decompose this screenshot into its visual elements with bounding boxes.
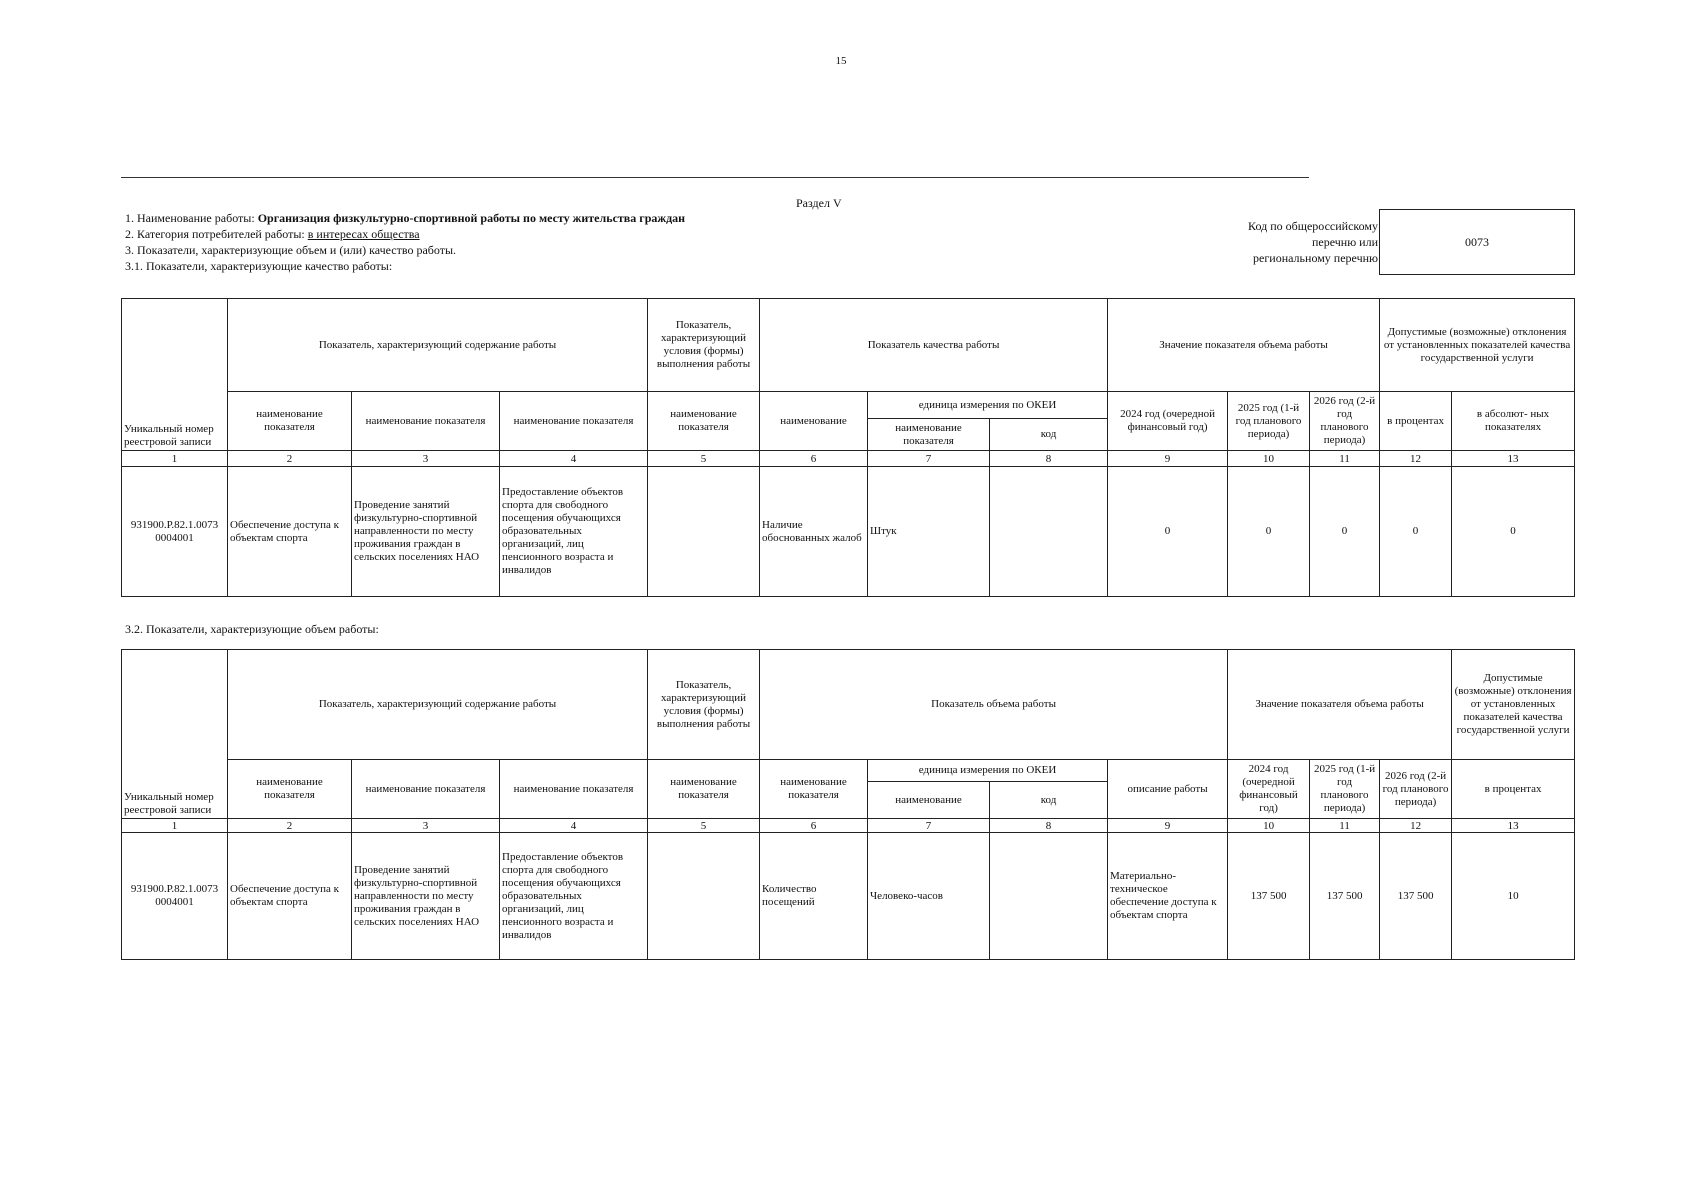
cell-content-2: Проведение занятий физкультурно-спортивной направленности по месту проживания граждан в сельских поселениях НАО — [352, 833, 500, 960]
column-number: 9 — [1108, 819, 1228, 833]
subheader-year-2024: 2024 год (очередной финансовый год) — [1228, 760, 1310, 819]
cell-content-1: Обеспечение доступа к объектам спорта — [228, 833, 352, 960]
subheader-year-2026: 2026 год (2-й год планового периода) — [1380, 760, 1452, 819]
header-content-indicator: Показатель, характеризующий содержание работы — [228, 650, 648, 760]
cell-condition — [648, 833, 760, 960]
cell-value-2024: 137 500 — [1228, 833, 1310, 960]
subheader-indicator-name: наименование показателя — [648, 392, 760, 451]
page-number: 15 — [835, 55, 847, 67]
subheader-percent: в процентах — [1452, 760, 1575, 819]
subheader-year-2025: 2025 год (1-й год планового периода) — [1228, 392, 1310, 451]
work-name-value: Организация физкультурно-спортивной работы по месту жительства граждан — [257, 211, 686, 225]
consumer-category-label: 2. Категория потребителей работы: — [125, 227, 308, 241]
code-label-line: Код по общероссийскому — [1248, 219, 1378, 233]
quality-subtitle: 3.1. Показатели, характеризующие качество работы: — [125, 259, 393, 273]
column-number: 9 — [1108, 451, 1228, 467]
cell-unique-number: 931900.Р.82.1.0073 0004001 — [122, 833, 228, 960]
cell-value-2025: 0 — [1228, 467, 1310, 597]
column-number: 3 — [352, 451, 500, 467]
column-number: 11 — [1310, 819, 1380, 833]
header-volume-value: Значение показателя объема работы — [1228, 650, 1452, 760]
header-volume-indicator: Показатель объема работы — [760, 650, 1228, 760]
cell-deviation-absolute: 0 — [1452, 467, 1575, 597]
column-number: 2 — [228, 819, 352, 833]
top-divider — [121, 177, 1309, 178]
volume-table — [121, 649, 1575, 960]
column-number: 13 — [1452, 451, 1575, 467]
volume-subtitle: 3.2. Показатели, характеризующие объем работы: — [125, 622, 379, 636]
consumer-category-value: в интересах общества — [307, 227, 420, 241]
subheader-unit-code: код — [990, 782, 1108, 819]
subheader-okei-unit: единица измерения по ОКЕИ — [868, 392, 1108, 419]
cell-content-1: Обеспечение доступа к объектам спорта — [228, 467, 352, 597]
column-number: 10 — [1228, 819, 1310, 833]
subheader-year-2026: 2026 год (2-й год планового периода) — [1310, 392, 1380, 451]
column-number: 13 — [1452, 819, 1575, 833]
column-number: 12 — [1380, 819, 1452, 833]
column-number: 2 — [228, 451, 352, 467]
subheader-unit-code: код — [990, 419, 1108, 451]
column-number: 8 — [990, 451, 1108, 467]
column-number: 10 — [1228, 451, 1310, 467]
subheader-year-2024: 2024 год (очередной финансовый год) — [1108, 392, 1228, 451]
subheader-indicator-name: наименование показателя — [228, 392, 352, 451]
cell-deviation-percent: 10 — [1452, 833, 1575, 960]
column-number: 7 — [868, 451, 990, 467]
column-number: 5 — [648, 451, 760, 467]
header-allowed-deviation: Допустимые (возможные) отклонения от установленных показателей качества государственной услуги — [1380, 299, 1575, 392]
column-number: 12 — [1380, 451, 1452, 467]
column-number: 6 — [760, 451, 868, 467]
column-number: 7 — [868, 819, 990, 833]
cell-unit-code — [990, 833, 1108, 960]
header-allowed-deviation: Допустимые (возможные) отклонения от установленных показателей качества государственной услуги — [1452, 650, 1575, 760]
code-value-box: 0073 — [1379, 209, 1575, 275]
header-condition-indicator: Показатель, характеризующий условия (формы) выполнения работы — [648, 650, 760, 760]
table-row — [122, 467, 1575, 597]
cell-deviation-percent: 0 — [1380, 467, 1452, 597]
column-number: 1 — [122, 451, 228, 467]
column-number: 8 — [990, 819, 1108, 833]
header-content-indicator: Показатель, характеризующий содержание работы — [228, 299, 648, 392]
subheader-percent: в процентах — [1380, 392, 1452, 451]
subheader-indicator-name: наименование показателя — [228, 760, 352, 819]
subheader-indicator-name: наименование показателя — [760, 760, 868, 819]
header-volume-value: Значение показателя объема работы — [1108, 299, 1380, 392]
section-title: Раздел V — [796, 196, 842, 210]
subheader-indicator-name: наименование показателя — [352, 392, 500, 451]
cell-value-2024: 0 — [1108, 467, 1228, 597]
subheader-unit-name: наименование — [868, 782, 990, 819]
subheader-work-description: описание работы — [1108, 760, 1228, 819]
cell-content-2: Проведение занятий физкультурно-спортивной направленности по месту проживания граждан в сельских поселениях НАО — [352, 467, 500, 597]
cell-value-2025: 137 500 — [1310, 833, 1380, 960]
work-name-label: 1. Наименование работы: — [125, 211, 258, 225]
subheader-indicator-name: наименование показателя — [500, 760, 648, 819]
subheader-year-2025: 2025 год (1-й год планового периода) — [1310, 760, 1380, 819]
column-number: 3 — [352, 819, 500, 833]
work-name-line — [125, 210, 685, 226]
column-number: 11 — [1310, 451, 1380, 467]
subheader-unit-name: наименование показателя — [868, 419, 990, 451]
subheader-absolute: в абсолют- ных показателях — [1452, 392, 1575, 451]
subheader-name: наименование — [760, 392, 868, 451]
cell-unique-number: 931900.Р.82.1.0073 0004001 — [122, 467, 228, 597]
subheader-indicator-name: наименование показателя — [352, 760, 500, 819]
table-row — [122, 833, 1575, 960]
column-number: 5 — [648, 819, 760, 833]
subheader-indicator-name: наименование показателя — [648, 760, 760, 819]
cell-volume-name: Количество посещений — [760, 833, 868, 960]
column-number: 1 — [122, 819, 228, 833]
cell-value-2026: 0 — [1310, 467, 1380, 597]
column-number: 4 — [500, 451, 648, 467]
work-info — [125, 210, 685, 274]
cell-content-3: Предоставление объектов спорта для свободного посещения обучающихся образовательных организаций, лиц пенсионного возраста и инвалидов — [500, 833, 648, 960]
code-label-line: региональному перечню — [1253, 251, 1378, 265]
code-label — [1180, 218, 1378, 266]
code-label-line: перечню или — [1311, 235, 1378, 249]
indicators-line: 3. Показатели, характеризующие объем и (или) качество работы. — [125, 243, 457, 257]
cell-content-3: Предоставление объектов спорта для свободного посещения обучающихся образовательных организаций, лиц пенсионного возраста и инвалидов — [500, 467, 648, 597]
header-unique-number: Уникальный номер реестровой записи — [122, 650, 228, 819]
subheader-indicator-name: наименование показателя — [500, 392, 648, 451]
cell-unit-code — [990, 467, 1108, 597]
cell-condition — [648, 467, 760, 597]
header-quality-indicator: Показатель качества работы — [760, 299, 1108, 392]
cell-value-2026: 137 500 — [1380, 833, 1452, 960]
header-unique-number: Уникальный номер реестровой записи — [122, 299, 228, 451]
column-number: 4 — [500, 819, 648, 833]
consumer-category-line — [125, 226, 685, 242]
quality-table — [121, 298, 1575, 597]
cell-quality-name: Наличие обоснованных жалоб — [760, 467, 868, 597]
cell-unit-name: Человеко-часов — [868, 833, 990, 960]
subheader-okei-unit: единица измерения по ОКЕИ — [868, 760, 1108, 782]
cell-unit-name: Штук — [868, 467, 990, 597]
column-number: 6 — [760, 819, 868, 833]
header-condition-indicator: Показатель, характеризующий условия (формы) выполнения работы — [648, 299, 760, 392]
cell-work-description: Материально-техническое обеспечение доступа к объектам спорта — [1108, 833, 1228, 960]
